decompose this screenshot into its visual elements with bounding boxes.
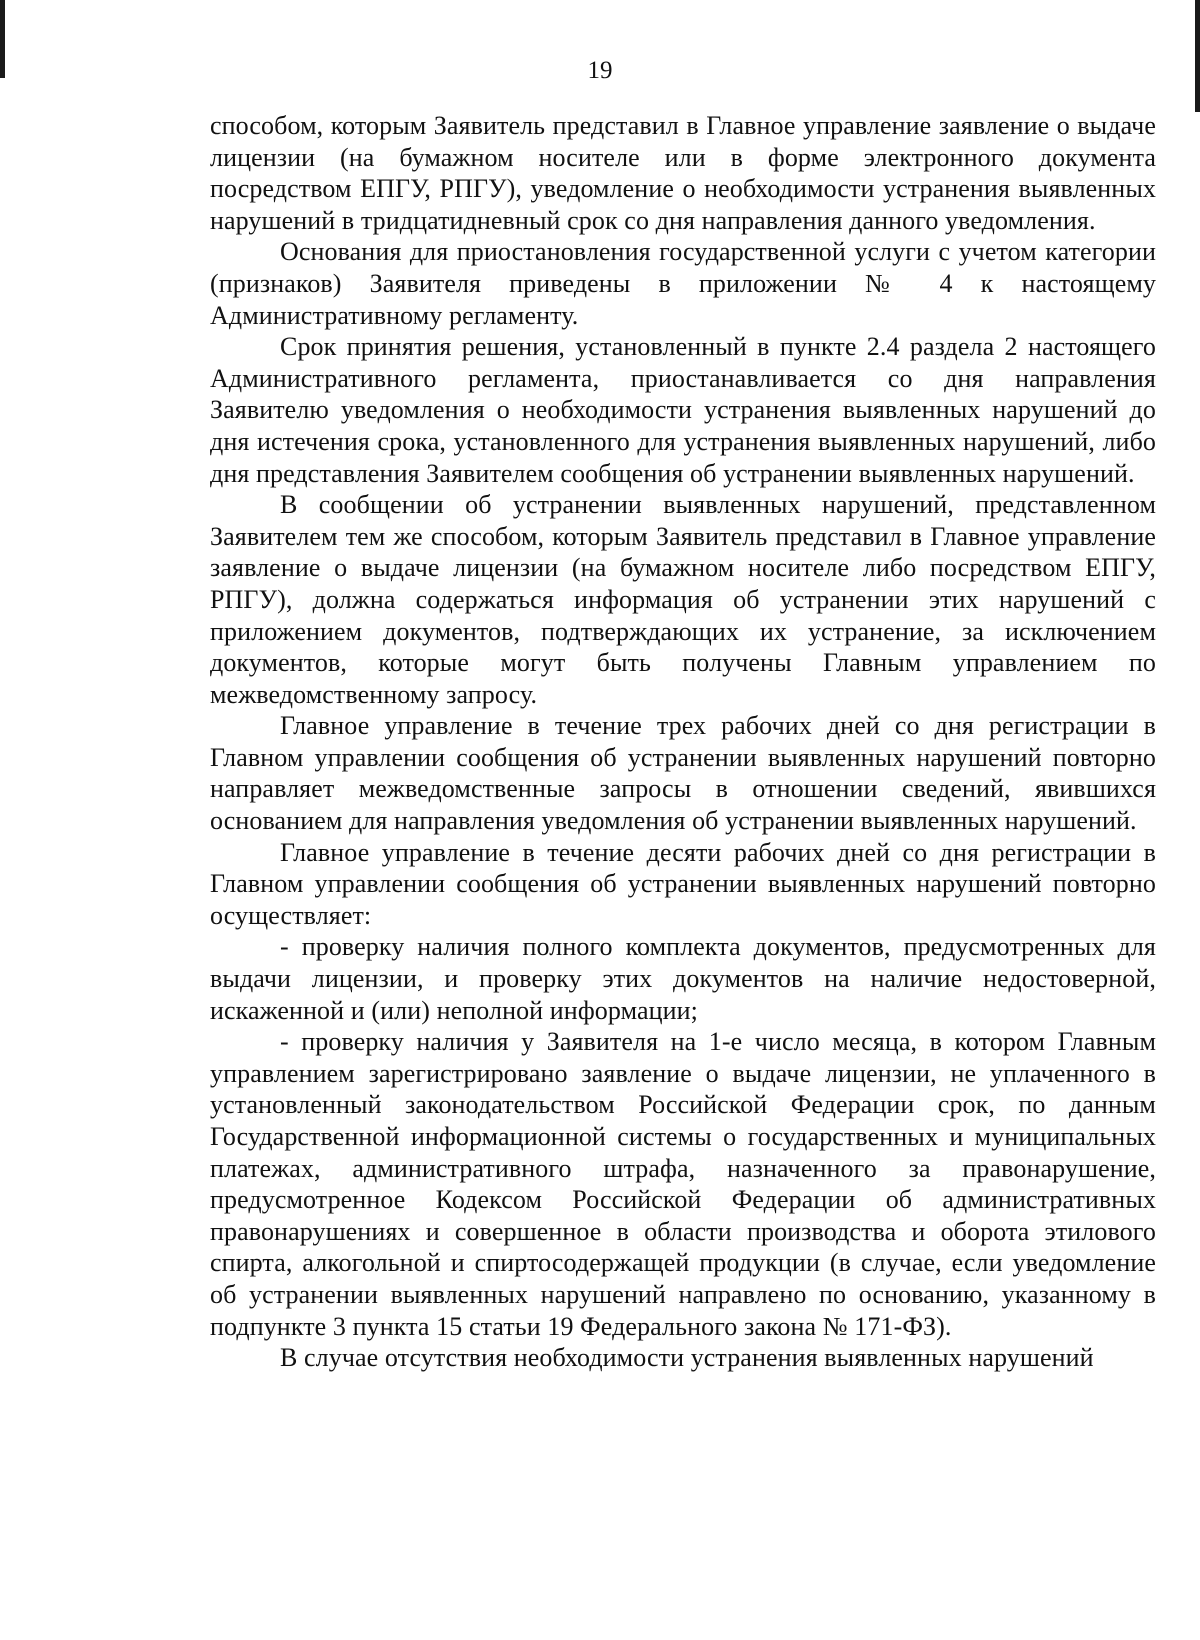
paragraph-decision-term: Срок принятия решения, установленный в пункте 2.4 раздела 2 настоящего Административного регламента, приостанавливается со дня направления Заявителю уведомления о необходимости устранения выявленных нарушений до дня истечения срока, установленного для устранения выявленных нарушений, либо дня представления Заявителем сообщения об устранении выявленных нарушений. (210, 332, 1156, 488)
paragraph-violation-message: В сообщении об устранении выявленных нарушений, представленном Заявителем тем же способом, которым Заявитель представил в Главное управление заявление о выдаче лицензии (на бумажном носителе либо посредством ЕПГУ, РПГУ), должна содержаться информация об устранении этих нарушений с приложением документов, подтверждающих их устранение, за исключением документов, которые могут быть получены Главным управлением по межведомственному запросу. (210, 490, 1156, 709)
list-item-fine-check: - проверку наличия у Заявителя на 1-е число месяца, в котором Главным управлением зарегистрировано заявление о выдаче лицензии, не уплаченного в установленный законодательством Российской Федерации срок, по данным Государственной информационной системы о государственных и муниципальных платежах, административного штрафа, назначенного за правонарушение, предусмотренное Кодексом Российской Федерации об административных правонарушениях и совершенное в области производства и оборота этилового спирта, алкогольной и спиртосодержащей продукции (в случае, если уведомление об устранении выявленных нарушений направлено по основанию, указанному в подпункте 3 пункта 15 статьи 19 Федерального закона № 171-ФЗ). (210, 1027, 1156, 1341)
paragraph-continuation: способом, которым Заявитель представил в Главное управление заявление о выдаче лицензии (на бумажном носителе или в форме электронного документа посредством ЕПГУ, РПГУ), уведомление о необходимости устранения выявленных нарушений в тридцатидневный срок со дня направления данного уведомления. (210, 111, 1156, 235)
paragraph-no-violations: В случае отсутствия необходимости устранения выявленных нарушений (280, 1343, 1094, 1373)
paragraph-repeat-checks: Главное управление в течение десяти рабочих дней со дня регистрации в Главном управлении сообщения об устранении выявленных нарушений повторно осуществляет: (210, 837, 1156, 930)
document-body (210, 110, 1156, 1374)
paragraph-suspension-grounds: Основания для приостановления государственной услуги с учетом категории (признаков) Заявителя приведены в приложении № 4 к настоящему Административному регламенту. (210, 237, 1156, 330)
list-item-document-check: - проверку наличия полного комплекта документов, предусмотренных для выдачи лицензии, и проверку этих документов на наличие недостоверной, искаженной и (или) неполной информации; (210, 932, 1156, 1025)
page-number: 19 (587, 57, 613, 84)
paragraph-repeat-requests: Главное управление в течение трех рабочих дней со дня регистрации в Главном управлении сообщения об устранении выявленных нарушений повторно направляет межведомственные запросы в отношении сведений, явившихся основанием для направления уведомления об устранении выявленных нарушений. (210, 711, 1156, 836)
